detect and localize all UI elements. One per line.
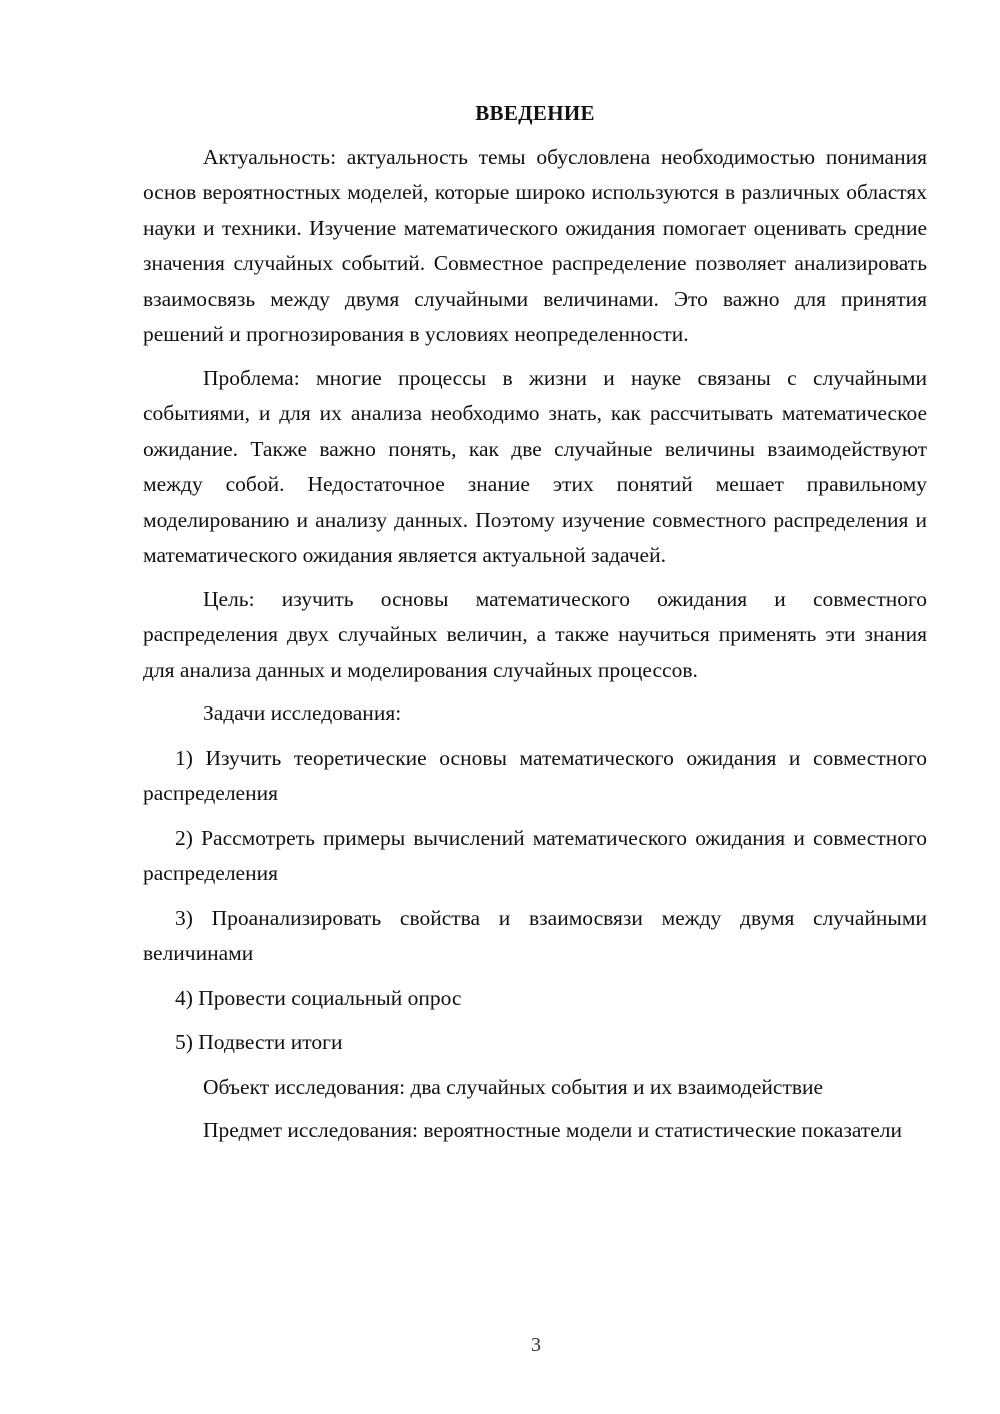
task-item-1: 1) Изучить теоретические основы математического ожидания и совместного распределения (143, 745, 927, 805)
object-paragraph: Объект исследования: два случайных события и их взаимодействие (203, 1074, 824, 1099)
section-title: ВВЕДЕНИЕ (475, 101, 595, 125)
problem-paragraph: Проблема: многие процессы в жизни и науке связаны с случайными событиями, и для их анализа необходимо знать, как рассчитывать математическое ожидание. Также важно понять, как две случайные величины взаимодействуют между собой. Недостаточное знание этих понятий мешает правильному моделированию и анализу данных. Поэтому изучение совместного распределения и математического ожидания является актуальной задачей. (143, 365, 927, 567)
subject-paragraph: Предмет исследования: вероятностные модели и статистические показатели (203, 1118, 902, 1142)
tasks-heading: Задачи исследования: (203, 701, 402, 725)
goal-paragraph: Цель: изучить основы математического ожидания и совместного распределения двух случайных величин, а также научиться применять эти знания для анализа данных и моделирования случайных процессов. (143, 586, 927, 682)
relevance-paragraph: Актуальность: актуальность темы обусловлена необходимостью понимания основ вероятностных моделей, которые широко используются в различных областях науки и техники. Изучение математического ожидания помогает оценивать средние значения случайных событий. Совместное распределение позволяет анализировать взаимосвязь между двумя случайными величинами. Это важно для принятия решений и прогнозирования в условиях неопределенности. (143, 144, 927, 346)
document-page (143, 96, 927, 1157)
page-number: 3 (531, 1334, 541, 1356)
task-item-5: 5) Подвести итоги (175, 1030, 343, 1054)
task-item-3: 3) Проанализировать свойства и взаимосвязи между двумя случайными величинами (143, 905, 927, 965)
task-item-2: 2) Рассмотреть примеры вычислений математического ожидания и совместного распределения (143, 825, 927, 885)
task-item-4: 4) Провести социальный опрос (175, 985, 462, 1010)
